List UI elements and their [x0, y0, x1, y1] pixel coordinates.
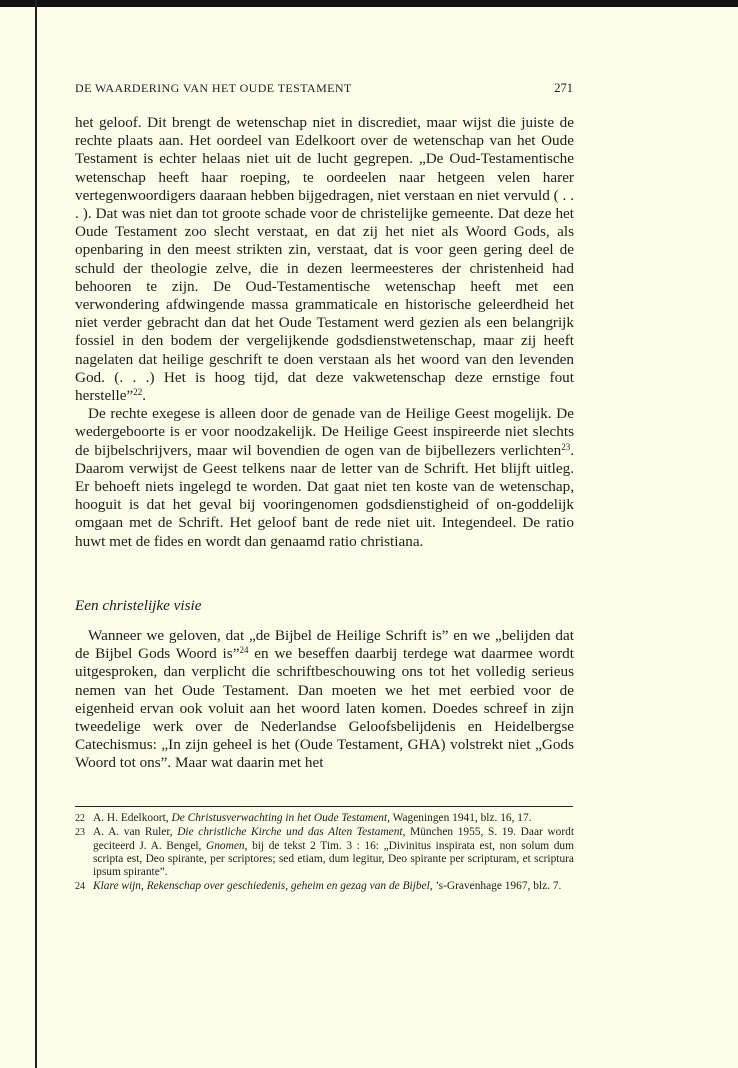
- section-text: [75, 627, 574, 773]
- paragraph-3-text-b: en we beseffen daarbij terdege wat daarmee wordt uitgesproken, dan verplicht die schriftbeschouwing ons tot het volledig serieus nemen van het Oude Testament. Dan moeten we het met eerbied voor de eigenheid ervan ook voluit aan het woord laten komen. Doedes schreef in zijn tweedelige werk over de Nederlandse Geloofsbelijdenis en Heidelbergse Catechismus: „In zijn geheel is het (Oude Testament, GHA) volstrekt niet „Gods Woord tot ons”. Maar wat daarin met het: [75, 645, 574, 772]
- footnote-number: 22: [75, 813, 85, 824]
- footnote-details-2: , bij de tekst 2 Tim. 3 : 16: „Divinitus inspirata est, non solum dum scripta est, Deo spirante, per scriptores; sed etiam, dum legitur, Deo spirante per scripturam, et scriptura ipsum spirante”.: [93, 839, 574, 879]
- footnote-divider: [75, 806, 573, 807]
- paragraph-3: [75, 627, 574, 773]
- footnote-ref-22: 22: [133, 387, 143, 398]
- footnote-author: A. H. Edelkoort,: [93, 812, 172, 824]
- footnote-23: [75, 826, 574, 879]
- footnote-24: [75, 880, 574, 893]
- running-header: [75, 81, 573, 99]
- paragraph-3-text-a: Wanneer we geloven, dat „de Bijbel de Heilige Schrift is” en we „belijden dat de Bijbel Gods Woord is”: [75, 627, 574, 663]
- footnote-title: Die christliche Kirche und das Alten Testament: [177, 826, 403, 839]
- footnote-text: [93, 826, 574, 879]
- footnote-number: 23: [75, 827, 85, 839]
- paragraph-2-text-a: De rechte exegese is alleen door de genade van de Heilige Geest mogelijk. De wedergeboorte is er voor noodzakelijk. De Heilige Geest inspireerde niet slechts de bijbelschrijvers, maar wil bovendien de ogen van de bijbellezers verlichten: [75, 405, 574, 459]
- paragraph-1-text: het geloof. Dit brengt de wetenschap niet in discrediet, maar wijst die juiste de rechte plaats aan. Het oordeel van Edelkoort over de wetenschap van het Oude Testament is echter helaas niet uit de lucht gegrepen. „De Oud-Testamentische wetenschap heeft haar roeping, te oordeelen naar hetgeen velen harer vertegenwoordigers daaraan hebben bijgedragen, niet verstaan en niet vervuld ( . . . ). Dat was niet dan tot groote schade voor de christelijke gemeente. Dat deze het Oude Testament zoo slecht verstaat, en dat zij het niet als Woord Gods, als openbaring in den meest strikten zin, verstaat, dat is voor geen gering deel de schuld der theologie zelve, die in dezen leermeesteres der christenheid had behooren te zijn. De Oud-Testamentische wetenschap heeft met een verwondering afdwingende massa grammaticale en historische geleerdheid het niet verder gebracht dan dat het Oude Testament werd gezien als een belangrijk fossiel in den bodem der vergelijkende godsdienstwetenschap, maar zij heeft nagelaten dat heilige geschrift te doen verstaan als het woord van den levenden God. (. . .) Het is hoog tijd, dat deze vakwetenschap deze ernstige fout herstelle”: [75, 114, 574, 405]
- footnote-details: , Wageningen 1941, blz. 16, 17.: [387, 812, 532, 824]
- footnote-text: [93, 880, 574, 893]
- left-border: [35, 0, 37, 1068]
- footnote-details: , München 1955, S. 19. Daar wordt geciteerd J. A. Bengel,: [93, 826, 574, 852]
- footnote-ref-23: 23: [561, 441, 571, 452]
- footnote-title: De Christusverwachting in het Oude Testament: [171, 812, 388, 824]
- footnote-number: 24: [75, 881, 85, 893]
- main-text: [75, 114, 574, 551]
- top-border: [0, 0, 738, 7]
- running-title: DE WAARDERING VAN HET OUDE TESTAMENT: [75, 81, 352, 95]
- footnote-text: [93, 812, 574, 825]
- footnote-22: [75, 812, 574, 825]
- footnotes: [75, 812, 574, 895]
- paragraph-2-text-b: . Daarom verwijst de Geest telkens naar de letter van de Schrift. Het blijft uitleg. Er behoeft niets ingelegd te worden. Dat gaat niet ten koste van de wetenschap, hooguit is dat het geval bij vooringenomen godsdienstigheid of on-goddelijk omgaan met de Schrift. Het geloof bant de rede niet uit. Integendeel. De ratio huwt met de fides en wordt dan genaamd ratio christiana.: [75, 441, 574, 550]
- section-heading: Een christelijke visie: [75, 597, 202, 614]
- footnote-title-2: Gnomen: [206, 839, 245, 852]
- paragraph-1: het geloof. Dit brengt de wetenschap niet in discrediet, maar wijst die juiste de rechte plaats aan. Het oordeel van Edelkoort over de wetenschap van het Oude Testament is echter helaas niet uit de lucht gegrepen. „De Oud-Testamentische wetenschap heeft haar roeping, te oordeelen naar hetgeen velen harer vertegenwoordigers daaraan hebben bijgedragen, niet verstaan en niet vervuld ( . . . ). Dat was niet dan tot groote schade voor de christelijke gemeente. Dat deze het Oude Testament zoo slecht verstaat, en dat zij het niet als Woord Gods, als openbaring in den meest strikten zin, verstaat, dat is voor geen gering deel de schuld der theologie zelve, die in dezen leermeesteres der christenheid had behooren te zijn. De Oud-Testamentische wetenschap heeft met een verwondering afdwingende massa grammaticale en historische geleerdheid het niet verder gebracht dan dat het Oude Testament werd gezien als een belangrijk fossiel in den bodem der vergelijkende godsdienstwetenschap, maar zij heeft nagelaten dat heilige geschrift te doen verstaan als het woord van den levenden God. (. . .) Het is hoog tijd, dat deze vakwetenschap deze ernstige fout herstelle”$^{22}$.: [75, 114, 574, 405]
- page-number: 271: [554, 81, 573, 95]
- paragraph-2: [75, 405, 574, 551]
- footnote-title: Klare wijn, Rekenschap over geschiedenis, geheim en gezag van de Bijbel: [93, 880, 430, 893]
- footnote-details: , ’s-Gravenhage 1967, blz. 7.: [429, 880, 562, 893]
- footnote-author: A. A. van Ruler,: [93, 826, 178, 839]
- footnote-ref-24: 24: [239, 645, 249, 656]
